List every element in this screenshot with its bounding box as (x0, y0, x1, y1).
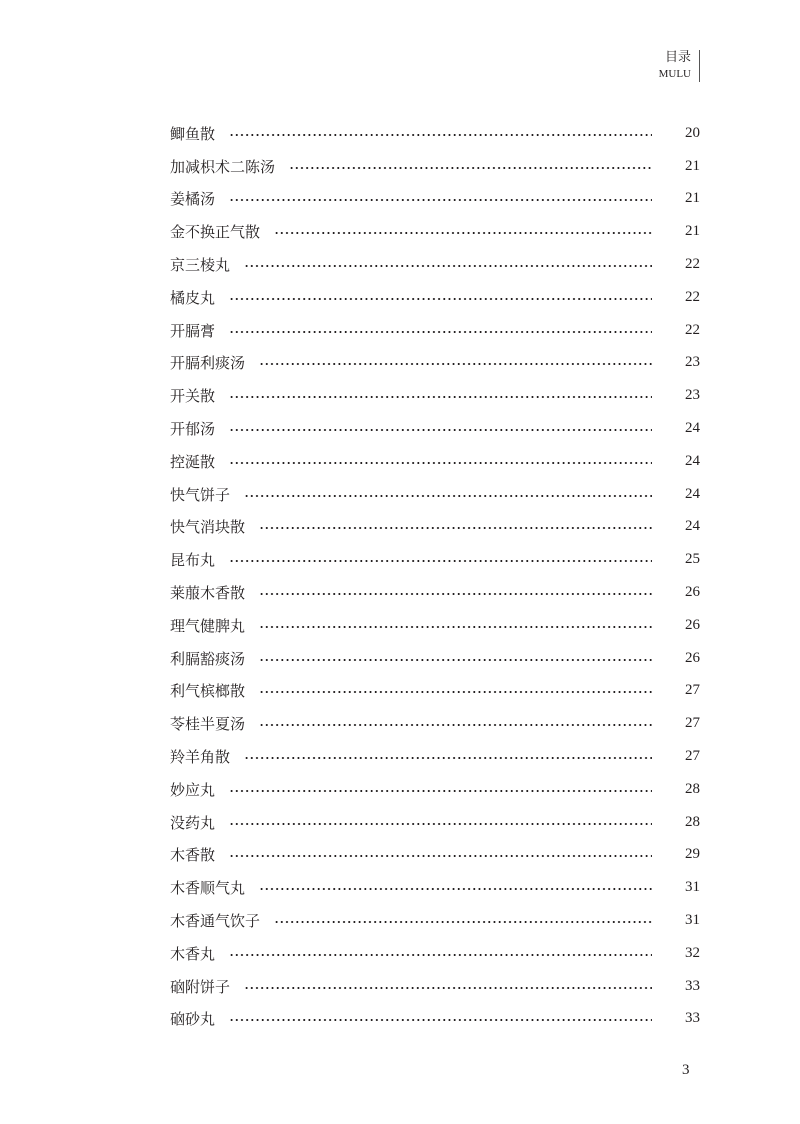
dot-leader (229, 462, 652, 464)
dot-leader (259, 626, 652, 628)
toc-entry-title: 鲫鱼散 (170, 124, 216, 143)
dot-leader (229, 823, 652, 825)
running-header (659, 50, 700, 82)
toc-entry[interactable] (170, 347, 700, 380)
toc-entry[interactable] (170, 1003, 700, 1036)
toc-entry[interactable] (170, 675, 700, 708)
toc-entry-title: 姜橘汤 (170, 190, 216, 209)
toc-entry-title: 开膈膏 (170, 321, 216, 340)
dot-leader (244, 495, 652, 497)
toc-entry[interactable] (170, 806, 700, 839)
dot-leader (229, 429, 652, 431)
toc-entry-page: 22 (685, 256, 700, 273)
toc-entry-page: 26 (685, 584, 700, 601)
toc-entry-page: 25 (685, 551, 700, 568)
toc-entry-page: 33 (685, 1010, 700, 1027)
toc-entry-title: 理气健脾丸 (170, 616, 246, 635)
toc-entry-title: 快气饼子 (170, 485, 231, 504)
dot-leader (259, 659, 652, 661)
dot-leader (229, 134, 652, 136)
toc-entry-page: 24 (685, 452, 700, 469)
toc-entry-title: 硇砂丸 (170, 1010, 216, 1029)
toc-entry-title: 没药丸 (170, 813, 216, 832)
toc-entry-title: 木香丸 (170, 944, 216, 963)
dot-leader (229, 954, 652, 956)
toc-entry-title: 开郁汤 (170, 420, 216, 439)
toc-entry-title: 苓桂半夏汤 (170, 715, 246, 734)
toc-entry-page: 26 (685, 649, 700, 666)
toc-entry[interactable] (170, 609, 700, 642)
toc-entry[interactable] (170, 478, 700, 511)
toc-entry-title: 金不换正气散 (170, 223, 261, 242)
toc-entry-title: 加减枳术二陈汤 (170, 157, 276, 176)
toc-entry-page: 21 (685, 190, 700, 207)
dot-leader (289, 167, 652, 169)
toc-entry-title: 木香顺气丸 (170, 879, 246, 898)
dot-leader (274, 232, 652, 234)
toc-entry-title: 木香散 (170, 846, 216, 865)
toc-entry[interactable] (170, 970, 700, 1003)
toc-entry-title: 开关散 (170, 387, 216, 406)
toc-entry-page: 22 (685, 288, 700, 305)
toc-entry-title: 莱菔木香散 (170, 584, 246, 603)
toc-entry-page: 28 (685, 780, 700, 797)
toc-entry[interactable] (170, 543, 700, 576)
toc-entry[interactable] (170, 281, 700, 314)
toc-entry-title: 控涎散 (170, 452, 216, 471)
toc-entry[interactable] (170, 937, 700, 970)
toc-entry-title: 橘皮丸 (170, 288, 216, 307)
toc-entry-page: 28 (685, 813, 700, 830)
toc-entry-page: 23 (685, 387, 700, 404)
toc-entry[interactable] (170, 839, 700, 872)
dot-leader (259, 691, 652, 693)
toc-entry-title: 利气槟榔散 (170, 682, 246, 701)
dot-leader (244, 265, 652, 267)
toc-entry[interactable] (170, 379, 700, 412)
toc-entry-title: 昆布丸 (170, 551, 216, 570)
toc-entry[interactable] (170, 576, 700, 609)
table-of-contents (170, 117, 700, 1035)
toc-entry-page: 32 (685, 944, 700, 961)
toc-entry[interactable] (170, 740, 700, 773)
dot-leader (229, 560, 652, 562)
toc-entry-page: 20 (685, 124, 700, 141)
toc-entry-title: 羚羊角散 (170, 748, 231, 767)
toc-entry[interactable] (170, 183, 700, 216)
toc-entry-page: 31 (685, 879, 700, 896)
toc-entry[interactable] (170, 642, 700, 675)
toc-entry-page: 26 (685, 616, 700, 633)
toc-entry[interactable] (170, 773, 700, 806)
toc-entry-title: 利膈豁痰汤 (170, 649, 246, 668)
dot-leader (229, 1019, 652, 1021)
toc-entry-page: 27 (685, 748, 700, 765)
dot-leader (229, 396, 652, 398)
dot-leader (229, 855, 652, 857)
toc-entry-page: 21 (685, 157, 700, 174)
toc-entry-title: 木香通气饮子 (170, 912, 261, 931)
toc-entry-page: 24 (685, 420, 700, 437)
header-title-en: MULU (658, 68, 691, 80)
dot-leader (229, 199, 652, 201)
page-number: 3 (682, 1062, 690, 1078)
toc-entry[interactable] (170, 511, 700, 544)
toc-entry-page: 33 (685, 977, 700, 994)
toc-entry-page: 24 (685, 518, 700, 535)
toc-entry-title: 快气消块散 (170, 518, 246, 537)
toc-entry-page: 29 (685, 846, 700, 863)
dot-leader (259, 363, 652, 365)
toc-entry[interactable] (170, 707, 700, 740)
toc-entry-title: 硇附饼子 (170, 977, 231, 996)
toc-entry-page: 22 (685, 321, 700, 338)
toc-entry[interactable] (170, 412, 700, 445)
toc-entry-page: 27 (685, 682, 700, 699)
dot-leader (259, 724, 652, 726)
toc-entry[interactable] (170, 248, 700, 281)
toc-entry[interactable] (170, 314, 700, 347)
toc-entry-title: 开膈利痰汤 (170, 354, 246, 373)
dot-leader (229, 298, 652, 300)
dot-leader (229, 331, 652, 333)
header-title-cn: 目录 (664, 50, 691, 65)
toc-entry-page: 21 (685, 223, 700, 240)
dot-leader (244, 757, 652, 759)
dot-leader (229, 790, 652, 792)
toc-entry[interactable] (170, 150, 700, 183)
dot-leader (259, 888, 652, 890)
dot-leader (259, 593, 652, 595)
toc-entry-title: 京三棱丸 (170, 256, 231, 275)
dot-leader (244, 987, 652, 989)
dot-leader (274, 921, 652, 923)
toc-entry[interactable] (170, 871, 700, 904)
toc-entry-page: 31 (685, 912, 700, 929)
toc-entry-page: 27 (685, 715, 700, 732)
toc-entry[interactable] (170, 904, 700, 937)
toc-entry-title: 妙应丸 (170, 780, 216, 799)
toc-entry[interactable] (170, 117, 700, 150)
toc-entry[interactable] (170, 445, 700, 478)
toc-entry-page: 24 (685, 485, 700, 502)
toc-entry[interactable] (170, 215, 700, 248)
toc-entry-page: 23 (685, 354, 700, 371)
dot-leader (259, 527, 652, 529)
